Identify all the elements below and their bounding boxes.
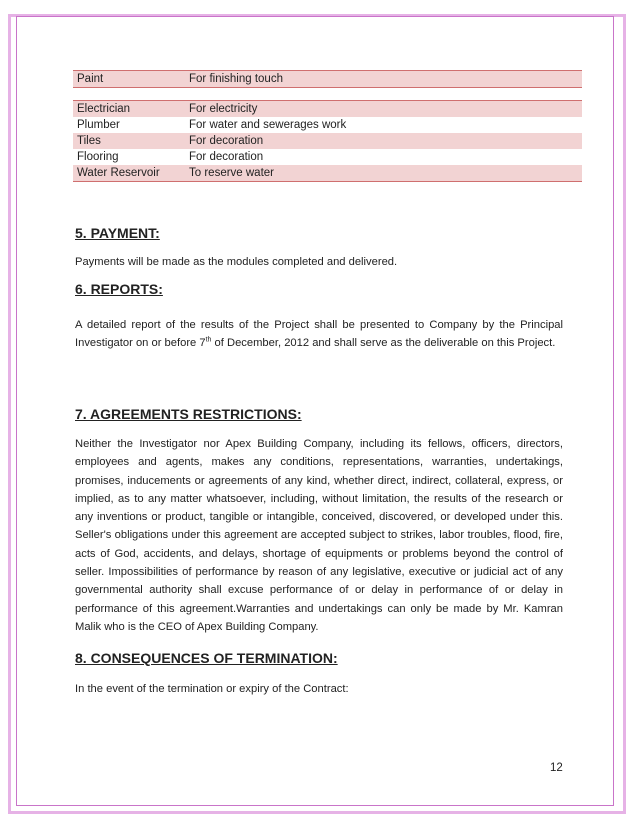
materials-table [73,70,582,182]
section-text: Payments will be made as the modules completed and delivered. [75,256,398,268]
table-cell-purpose: For decoration [189,135,264,147]
table-spacer [73,88,582,100]
section-text: Neither the Investigator nor Apex Building Company, including its fellows, officers, directors, employees and agents, makes any conditions, representations, warranties, undertakings, promises, inducements or agreements of any kind, whether direct, indirect, collateral, express, or implied, as to any matter whatsoever, including, without limitation, the results of the research or any inventions or product, tangible or intangible, conceived, discovered, or developed under this. Seller's obligations under this agreement are accepted subject to strikes, labor troubles, flood, fire, acts of God, accidents, and delays, shortage of equipments or problems beyond the control of seller. Impossibilities of performance by reason of any legislative, executive or judicial act of any governmental authority shall excuse performance of or delay in performance of or delay in performance of this agreement.Warranties and undertakings can only be made by Mr. Kamran Malik who is the CEO of Apex Building Company. [75,438,563,633]
reports-body [75,316,563,353]
table-row [73,70,582,88]
section-heading: 5. PAYMENT: [75,225,160,241]
section-text: A detailed report of the results of the Project shall be presented to Company by the Principal Investigator on or before 7th of December, 2012 and shall serve as the deliverable on this Project. [75,319,563,350]
section-heading: 6. REPORTS: [75,281,163,297]
section-text: In the event of the termination or expiry of the Contract: [75,683,349,695]
table-cell-purpose: For decoration [189,151,264,163]
table-row [73,117,582,133]
table-cell-item: Paint [77,73,104,85]
section-heading: 7. AGREEMENTS RESTRICTIONS: [75,406,302,422]
table-row [73,133,582,149]
table-cell-purpose: For finishing touch [189,73,283,85]
table-row [73,100,582,117]
table-cell-item: Water Reservoir [77,167,160,179]
table-row [73,165,582,182]
superscript: th [205,336,212,344]
page-number: 12 [550,762,563,774]
payment-body [75,253,563,271]
termination-body [75,680,563,698]
table-cell-item: Tiles [77,135,101,147]
section-agreements [75,406,563,422]
section-payment [75,225,563,241]
section-termination [75,650,563,666]
table-cell-item: Electrician [77,103,131,115]
section-heading: 8. CONSEQUENCES OF TERMINATION: [75,650,338,666]
agreements-body [75,435,563,636]
table-cell-purpose: To reserve water [189,167,275,179]
section-reports [75,281,563,297]
table-cell-item: Flooring [77,151,119,163]
table-cell-item: Plumber [77,119,120,131]
table-row [73,149,582,165]
table-cell-purpose: For electricity [189,103,258,115]
table-cell-purpose: For water and sewerages work [189,119,347,131]
